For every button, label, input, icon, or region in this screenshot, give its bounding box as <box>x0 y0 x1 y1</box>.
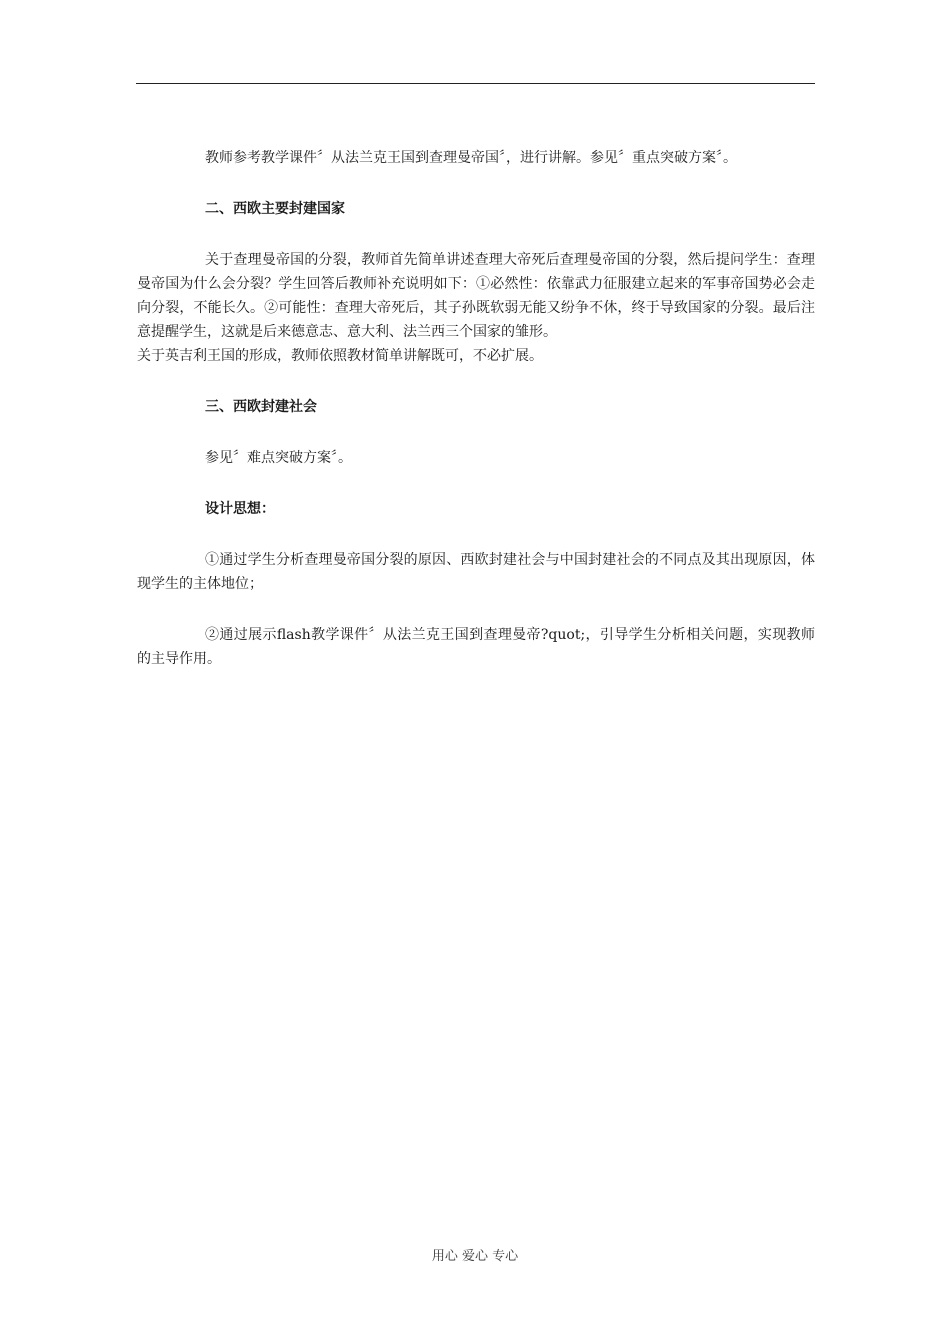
design-point-1: ①通过学生分析查理曼帝国分裂的原因、西欧封建社会与中国封建社会的不同点及其出现原因，体现学生的主体地位； <box>137 552 815 592</box>
section-heading-2: 二、西欧主要封建国家 <box>205 201 345 217</box>
paragraph-england: 关于英吉利王国的形成，教师依照教材简单讲解既可，不必扩展。 <box>137 348 543 364</box>
header-rule <box>136 83 815 84</box>
design-point-2: ②通过展示flash教学课件〞从法兰克王国到查理曼帝?quot;，引导学生分析相关问题，实现教师的主导作用。 <box>137 627 815 667</box>
document-body <box>137 146 815 671</box>
paragraph-intro: 教师参考教学课件〞从法兰克王国到查理曼帝国〞，进行讲解。参见〞重点突破方案〞。 <box>205 150 737 166</box>
design-thoughts-heading: 设计思想： <box>205 501 275 517</box>
paragraph-difficulty: 参见〞难点突破方案〞。 <box>205 450 352 466</box>
paragraph-empire-split: 关于查理曼帝国的分裂，教师首先简单讲述查理大帝死后查理曼帝国的分裂，然后提问学生：查理曼帝国为什么会分裂？学生回答后教师补充说明如下：①必然性：依靠武力征服建立起来的军事帝国势必会走向分裂，不能长久。②可能性：查理大帝死后，其子孙既软弱无能又纷争不休，终于导致国家的分裂。最后注意提醒学生，这就是后来德意志、意大利、法兰西三个国家的雏形。 <box>137 252 815 340</box>
section-heading-3: 三、西欧封建社会 <box>205 399 317 415</box>
page-footer: 用心 爱心 专心 <box>431 1249 519 1264</box>
